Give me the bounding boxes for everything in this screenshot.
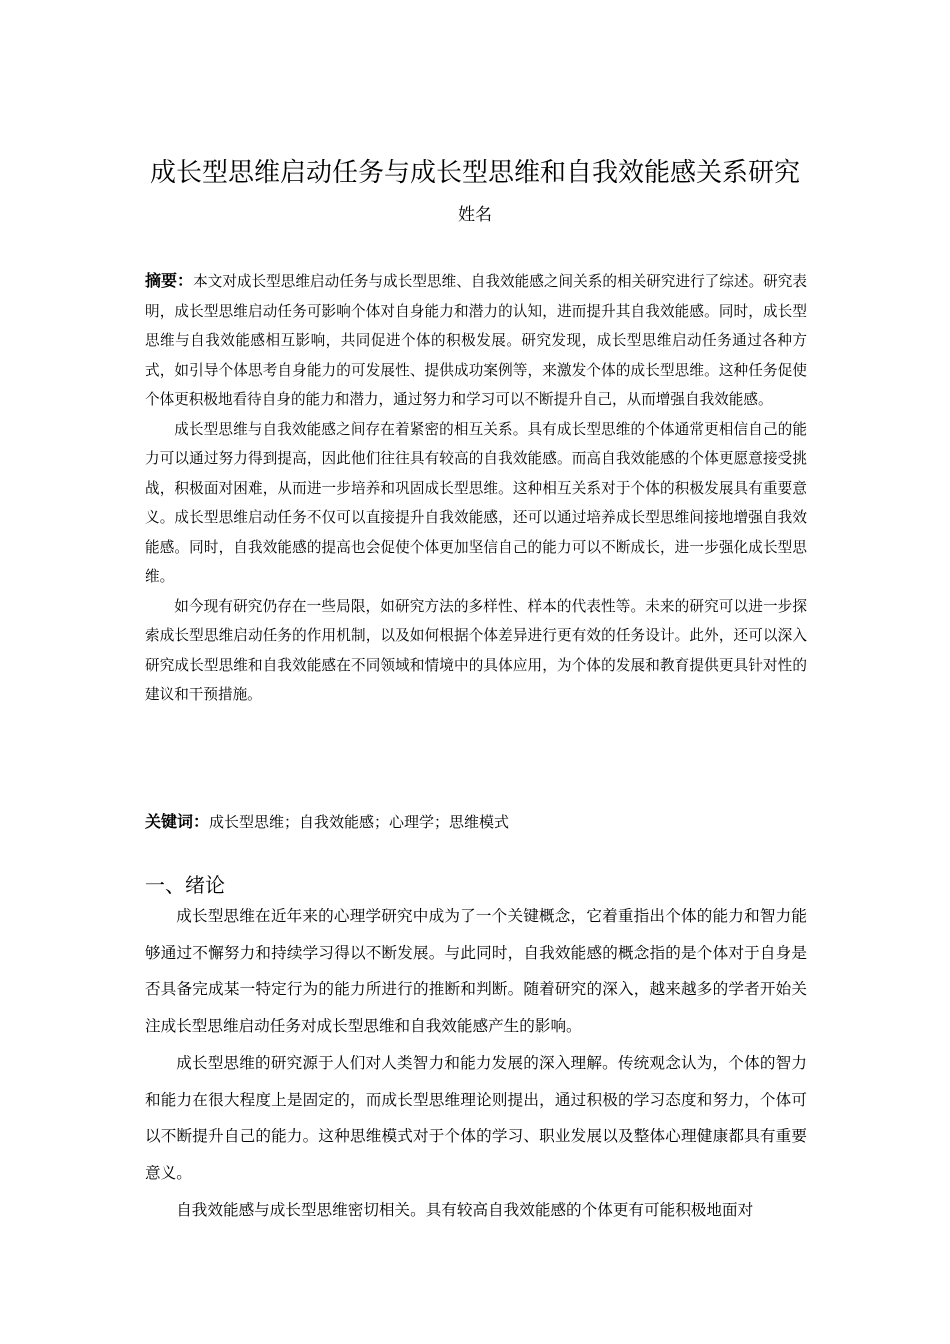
body-paragraph: 成长型思维的研究源于人们对人类智力和能力发展的深入理解。传统观念认为，个体的智力和能力在很大程度上是固定的，而成长型思维理论则提出，通过积极的学习态度和努力，个体可以不断提升自己的能力。这种思维模式对于个体的学习、职业发展以及整体心理健康都具有重要意义。	[145, 1053, 807, 1182]
section-heading: 一、绪论	[145, 873, 225, 897]
keywords-line	[145, 808, 807, 836]
body-paragraph: 成长型思维在近年来的心理学研究中成为了一个关键概念，它着重指出个体的能力和智力能够通过不懈努力和持续学习得以不断发展。与此同时，自我效能感的概念指的是个体对于自身是否具备完成某一特定行为的能力所进行的推断和判断。随着研究的深入，越来越多的学者开始关注成长型思维启动任务对成长型思维和自我效能感产生的影响。	[145, 907, 807, 1036]
abstract-paragraph	[145, 266, 807, 415]
abstract-section	[145, 266, 807, 710]
section-body	[145, 898, 807, 1228]
abstract-paragraph: 如今现有研究仍存在一些局限，如研究方法的多样性、样本的代表性等。未来的研究可以进一步探索成长型思维启动任务的作用机制，以及如何根据个体差异进行更有效的任务设计。此外，还可以深入研究成长型思维和自我效能感在不同领域和情境中的具体应用，为个体的发展和教育提供更具针对性的建议和干预措施。	[145, 597, 807, 703]
abstract-paragraph: 成长型思维与自我效能感之间存在着紧密的相互关系。具有成长型思维的个体通常更相信自己的能力可以通过努力得到提高，因此他们往往具有较高的自我效能感。而高自我效能感的个体更愿意接受挑战，积极面对困难，从而进一步培养和巩固成长型思维。这种相互关系对于个体的积极发展具有重要意义。成长型思维启动任务不仅可以直接提升自我效能感，还可以通过培养成长型思维间接地增强自我效能感。同时，自我效能感的提高也会促使个体更加坚信自己的能力可以不断成长，进一步强化成长型思维。	[145, 420, 807, 585]
document-title: 成长型思维启动任务与成长型思维和自我效能感关系研究	[149, 158, 800, 188]
abstract-text: 本文对成长型思维启动任务与成长型思维、自我效能感之间关系的相关研究进行了综述。研究表明，成长型思维启动任务可影响个体对自身能力和潜力的认知，进而提升其自我效能感。同时，成长型思维与自我效能感相互影响，共同促进个体的积极发展。研究发现，成长型思维启动任务通过各种方式，如引导个体思考自身能力的可发展性、提供成功案例等，来激发个体的成长型思维。这种任务促使个体更积极地看待自身的能力和潜力，通过努力和学习可以不断提升自己，从而增强自我效能感。	[145, 273, 807, 408]
author-name: 姓名	[458, 205, 492, 225]
abstract-label: 摘要：	[145, 271, 194, 290]
keywords-label: 关键词：	[145, 812, 210, 831]
keywords-text: 成长型思维；自我效能感；心理学；思维模式	[209, 813, 510, 831]
body-paragraph: 自我效能感与成长型思维密切相关。具有较高自我效能感的个体更有可能积极地面对	[176, 1200, 754, 1219]
